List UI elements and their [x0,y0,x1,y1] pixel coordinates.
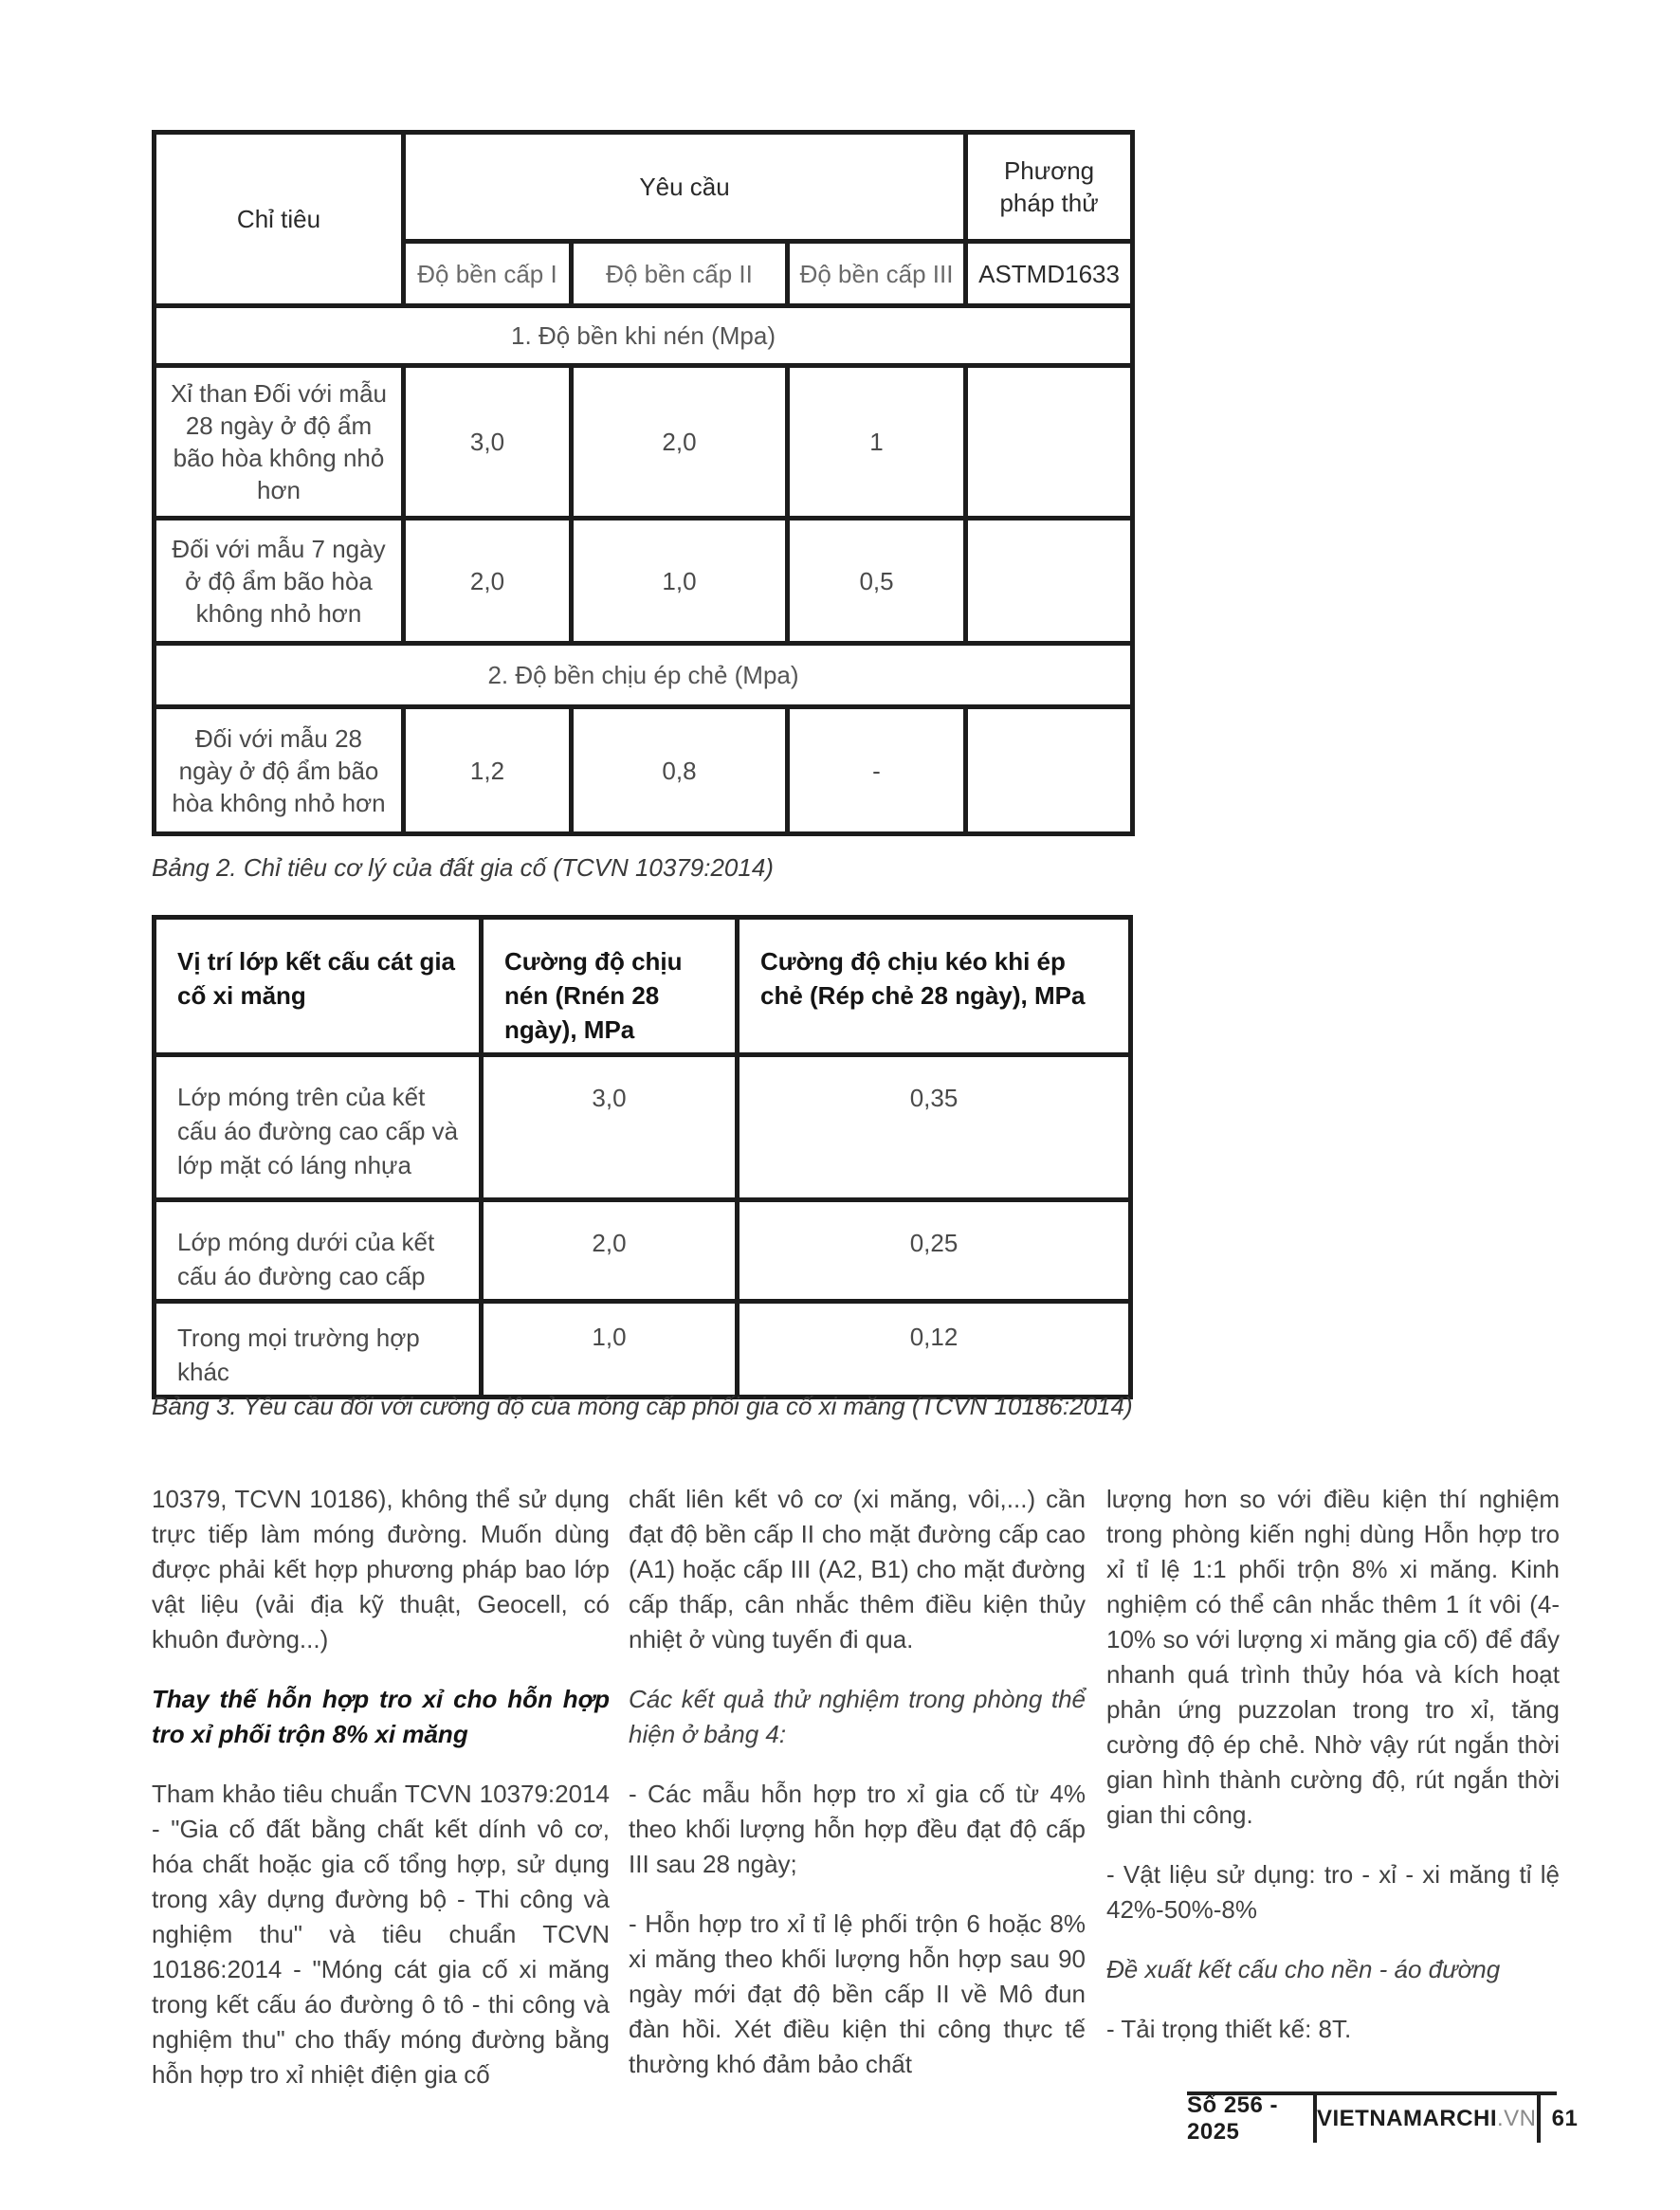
t2-cell-value: 0,35 [738,1055,1131,1200]
t2-cell-value: 0,12 [738,1302,1131,1397]
t1-cell-empty [966,366,1133,519]
text-column-1 [152,1482,610,2117]
t2-row-label: Lớp móng trên của kết cấu áo đường cao cấp và lớp mặt có láng nhựa [155,1055,482,1200]
paragraph: lượng hơn so với điều kiện thí nghiệm trong phòng kiến nghị dùng Hỗn hợp tro xỉ tỉ lệ 1:1 phối trộn 8% xi măng. Kinh nghiệm có thể cân nhắc thêm 1 ít vôi (4-10% so với lượng xi măng gia cố) để đẩy nhanh quá trình thủy hóa và kích hoạt phản ứng puzzolan trong tro xỉ, tăng cường độ ép chẻ. Nhờ vậy rút ngắn thời gian hình thành cường độ, rút ngắn thời gian thi công. [1106,1485,1560,1829]
t1-cell-empty [966,707,1133,834]
t1-header-criteria: Chỉ tiêu [155,133,404,306]
t1-subheader-astm: ASTMD1633 [966,242,1133,306]
t1-cell-value: 1 [788,366,966,519]
text-column-3 [1106,1482,1560,2072]
t2-header-compressive: Cường độ chịu nén (Rnén 28 ngày), MPa [482,918,738,1055]
t2-header-position: Vị trí lớp kết cấu cát gia cố xi măng [155,918,482,1055]
t1-cell-value: 3,0 [404,366,572,519]
paragraph: - Vật liệu sử dụng: tro - xỉ - xi măng tỉ lệ 42%-50%-8% [1106,1860,1560,1924]
text-column-2 [629,1482,1086,2107]
t1-section-splitting: 2. Độ bền chịu ép chẻ (Mpa) [155,644,1133,707]
t1-cell-value: 1,0 [572,519,788,644]
t1-header-requirement: Yêu cầu [404,133,966,242]
t1-cell-value: 1,2 [404,707,572,834]
paragraph: - Hỗn hợp tro xỉ tỉ lệ phối trộn 6 hoặc 8% xi măng theo khối lượng hỗn hợp sau 90 ngày mới đạt độ bền cấp II về Mô đun đàn hồi. Xét điều kiện thi công thực tế thường khó đảm bảo chất [629,1909,1086,2078]
paragraph: 10379, TCVN 10186), không thể sử dụng trực tiếp làm móng đường. Muốn dùng được phải kết hợp phương pháp bao lớp vật liệu (vải địa kỹ thuật, Geocell, có khuôn đường...) [152,1485,610,1653]
paragraph: - Các mẫu hỗn hợp tro xỉ gia cố từ 4% theo khối lượng hỗn hợp đều đạt độ cấp III sau 28 ngày; [629,1780,1086,1878]
t1-cell-value: 2,0 [572,366,788,519]
t1-cell-value: - [788,707,966,834]
t1-cell-value: 2,0 [404,519,572,644]
subsection-heading: Thay thế hỗn hợp tro xỉ cho hỗn hợp tro xỉ phối trộn 8% xi măng [152,1685,610,1748]
footer-site-tld: .VN [1497,2106,1537,2131]
table-cement-sand-strength [152,915,1133,1399]
footer-website [1313,2095,1541,2143]
t1-subheader-grade1: Độ bền cấp I [404,242,572,306]
t2-cell-value: 1,0 [482,1302,738,1397]
page-number: 61 [1551,2106,1579,2131]
t2-cell-value: 3,0 [482,1055,738,1200]
paragraph: chất liên kết vô cơ (xi măng, vôi,...) cần đạt độ bền cấp II cho mặt đường cấp cao (A1) hoặc cấp III (A2, B1) cho mặt đường cấp thấp, cân nhắc thêm điều kiện thủy nhiệt ở vùng tuyến đi qua. [629,1485,1086,1653]
t1-section-compressive: 1. Độ bền khi nén (Mpa) [155,306,1133,366]
t1-header-method: Phương pháp thử [966,133,1133,242]
paragraph-italic: Các kết quả thử nghiệm trong phòng thể hiện ở bảng 4: [629,1685,1086,1748]
t1-subheader-grade2: Độ bền cấp II [572,242,788,306]
t2-cell-value: 0,25 [738,1200,1131,1302]
footer-site-name: VIETNAMARCHI [1317,2106,1497,2131]
t1-cell-value: 0,8 [572,707,788,834]
table2-caption: Bảng 2. Chỉ tiêu cơ lý của đất gia cố (TCVN 10379:2014) [152,853,774,882]
t1-subheader-grade3: Độ bền cấp III [788,242,966,306]
t2-cell-value: 2,0 [482,1200,738,1302]
t1-row-label: Xỉ than Đối với mẫu 28 ngày ở độ ẩm bão hòa không nhỏ hơn [155,366,404,519]
t1-row-label: Đối với mẫu 7 ngày ở độ ẩm bão hòa không nhỏ hơn [155,519,404,644]
table3-caption: Bảng 3. Yêu cầu đối với cường độ của móng cấp phối gia cố xi măng (TCVN 10186:2014) [152,1392,1133,1420]
paragraph-italic: Đề xuất kết cấu cho nền - áo đường [1106,1955,1501,1983]
footer-issue: Số 256 - 2025 [1187,2092,1279,2145]
table-strength-criteria [152,130,1135,836]
t2-row-label: Trong mọi trường hợp khác [155,1302,482,1397]
t1-cell-value: 0,5 [788,519,966,644]
t1-row-label: Đối với mẫu 28 ngày ở độ ẩm bão hòa không nhỏ hơn [155,707,404,834]
t2-row-label: Lớp móng dưới của kết cấu áo đường cao cấp [155,1200,482,1302]
page-footer [1187,2091,1579,2145]
paragraph: - Tải trọng thiết kế: 8T. [1106,2015,1352,2043]
paragraph: Tham khảo tiêu chuẩn TCVN 10379:2014 - "Gia cố đất bằng chất kết dính vô cơ, hóa chất hoặc gia cố tổng hợp, sử dụng trong xây dựng đường bộ - Thi công và nghiệm thu" và tiêu chuẩn TCVN 10186:2014 - "Móng cát gia cố xi măng trong kết cấu áo đường ô tô - thi công và nghiệm thu" cho thấy móng đường bằng hỗn hợp tro xỉ nhiệt điện gia cố [152,1780,610,2089]
t1-cell-empty [966,519,1133,644]
t2-header-splitting: Cường độ chịu kéo khi ép chẻ (Rép chẻ 28 ngày), MPa [738,918,1131,1055]
